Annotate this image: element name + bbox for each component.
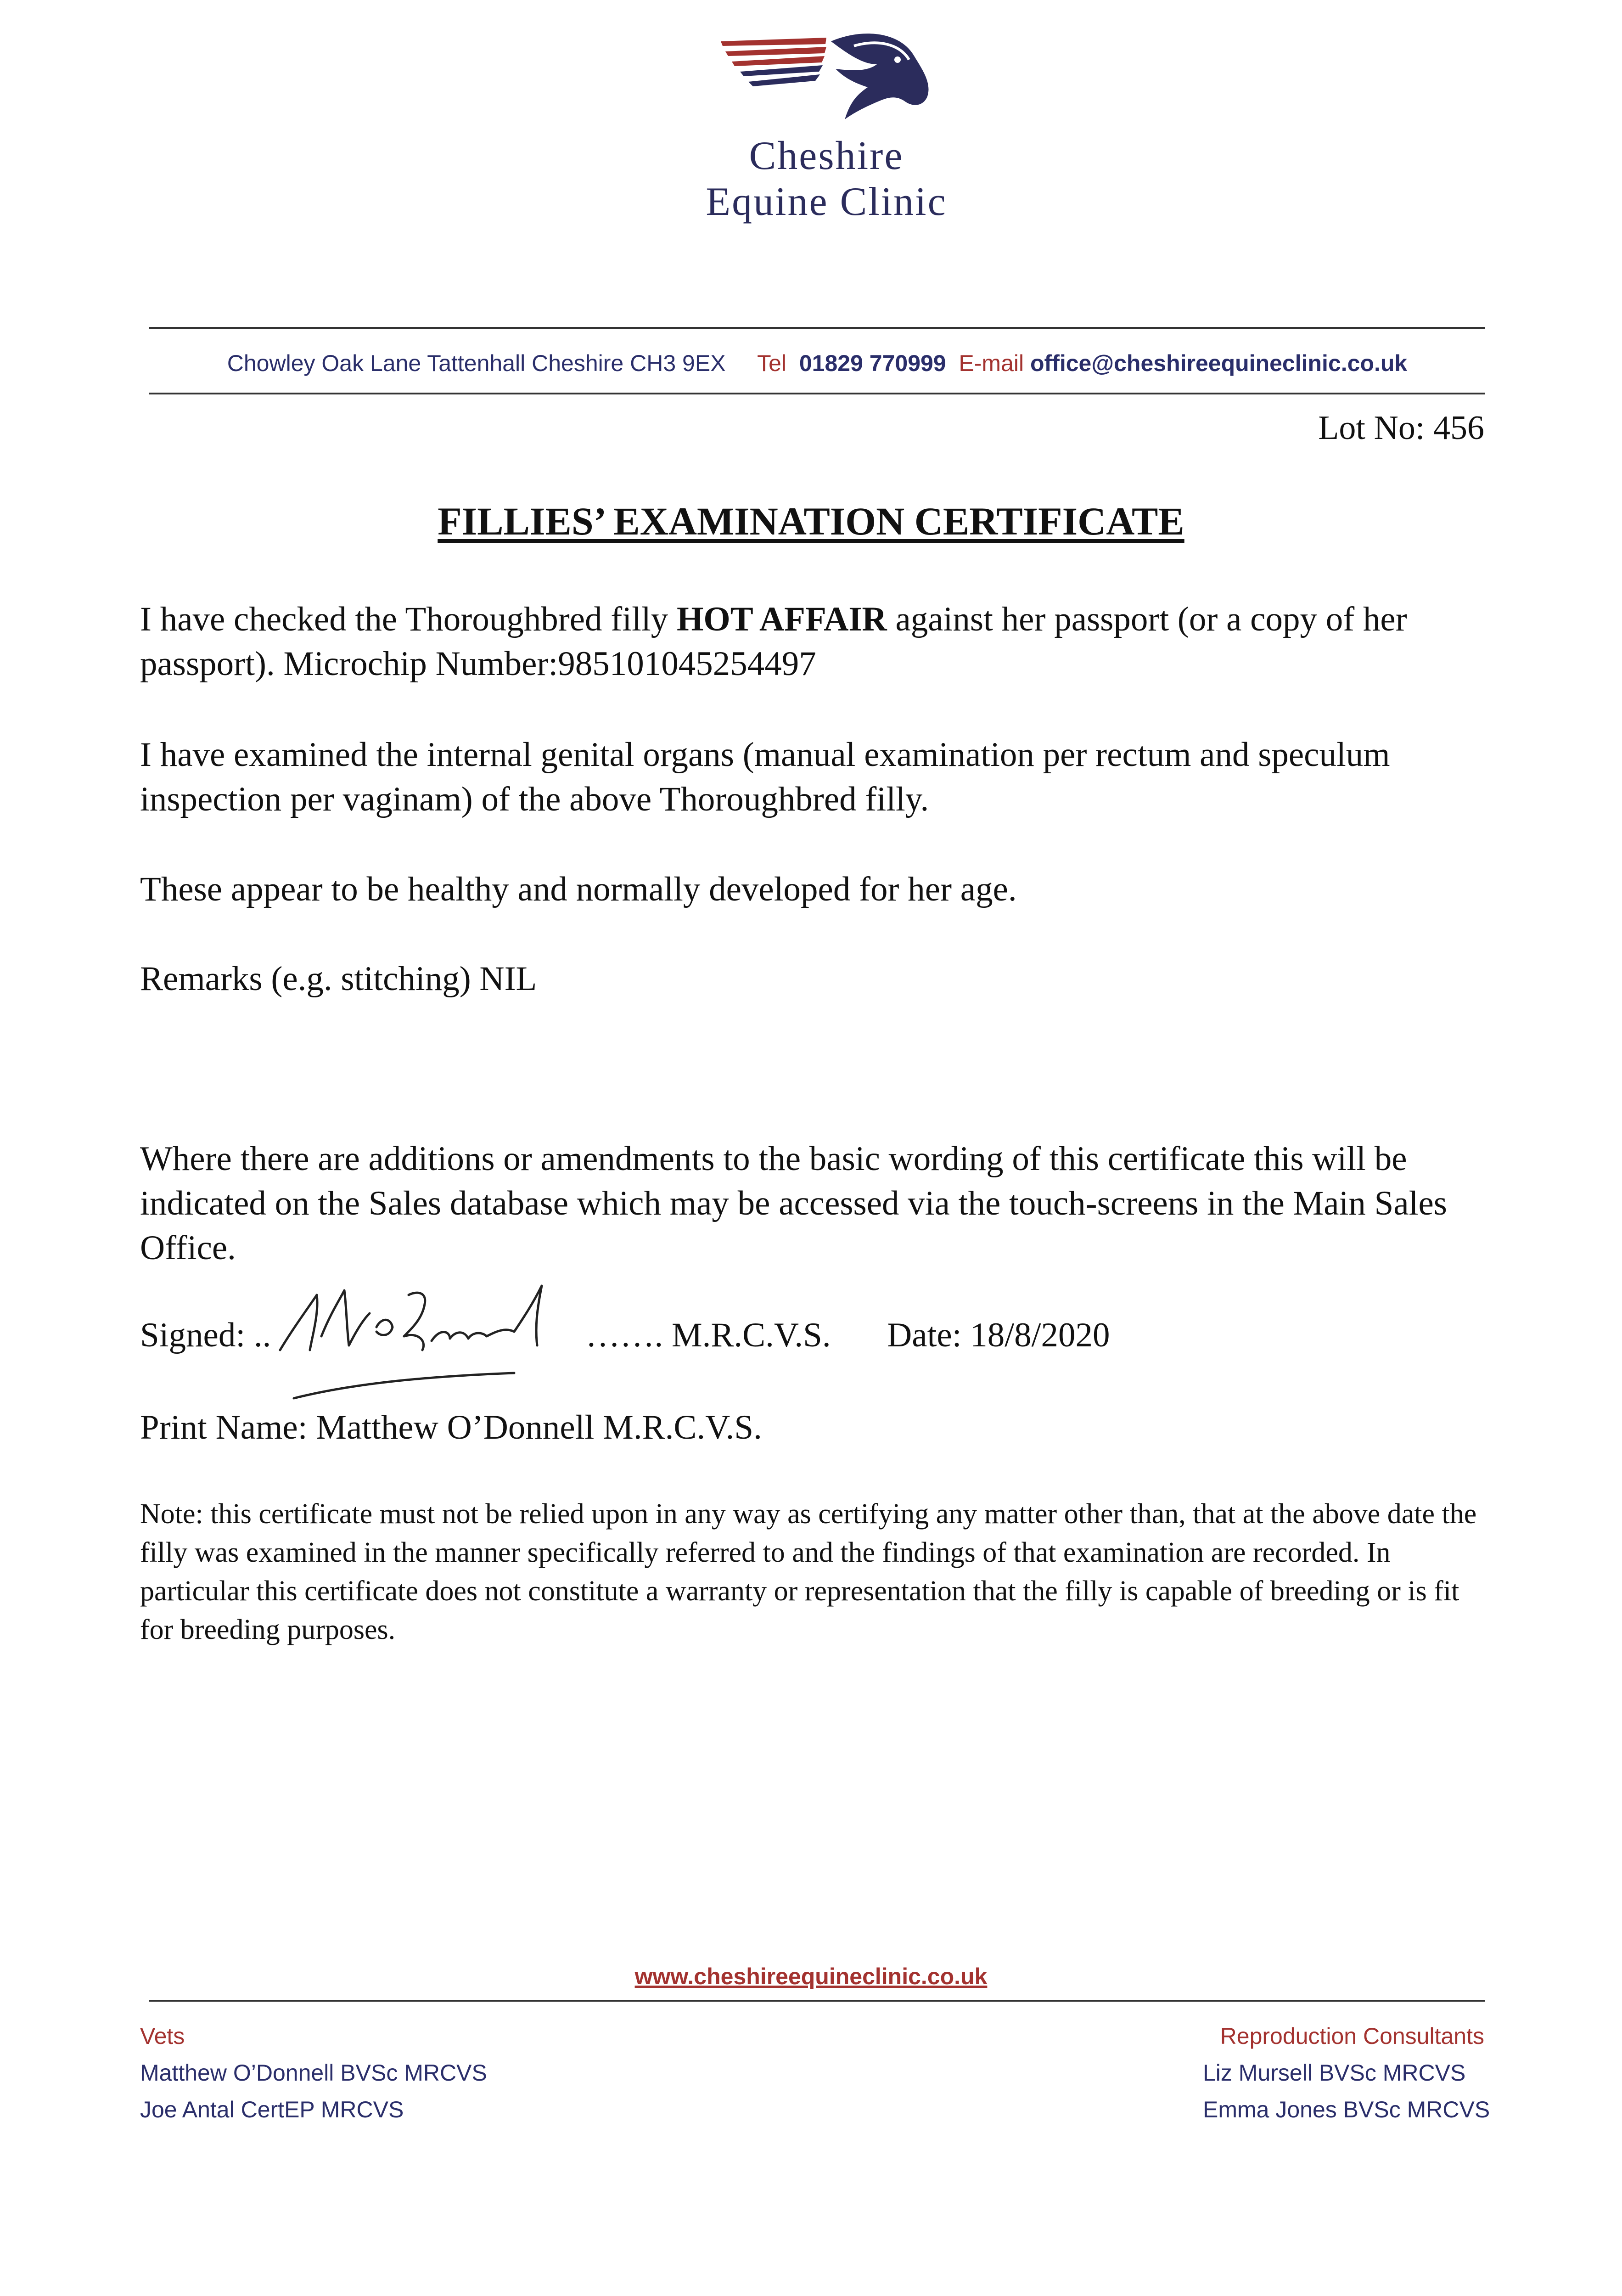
footer-rule (149, 2000, 1485, 2002)
consultant-item: Emma Jones BVSc MRCVS (1203, 2097, 1490, 2122)
email-link[interactable]: office@cheshireequineclinic.co.uk (1030, 350, 1408, 376)
email-label: E-mail (959, 350, 1024, 376)
paragraph-amendments: Where there are additions or amendments to the basic wording of this certificate this will be indicated on the Sales database which may be accessed via the touch-screens in the Main Sales Office. (140, 1140, 1447, 1267)
certificate-title: FILLIES’ EXAMINATION CERTIFICATE (438, 499, 1184, 543)
header-bottom-rule (149, 393, 1485, 394)
certificate-date: Date: 18/8/2020 (887, 1316, 1110, 1354)
paragraph-findings: These appear to be healthy and normally developed for her age. (140, 870, 1017, 908)
lot-number: Lot No: 456 (1318, 409, 1484, 447)
clinic-logo-icon (716, 28, 937, 129)
print-name: Print Name: Matthew O’Donnell M.R.C.V.S. (140, 1408, 762, 1446)
address: Chowley Oak Lane Tattenhall Cheshire CH3 9EX (227, 350, 726, 376)
consultant-item: Liz Mursell BVSc MRCVS (1203, 2060, 1466, 2086)
vet-item: Matthew O’Donnell BVSc MRCVS (140, 2060, 487, 2086)
website-link[interactable]: www.cheshireequineclinic.co.uk (634, 1964, 988, 1989)
header-top-rule (149, 327, 1485, 329)
tel-label: Tel (757, 350, 787, 376)
paragraph-examination: I have examined the internal genital organs (manual examination per rectum and speculum inspection per vaginam) of the above Thoroughbred filly. (140, 736, 1390, 818)
paragraph-remarks: Remarks (e.g. stitching) NIL (140, 960, 537, 998)
contact-line (149, 350, 1485, 377)
paragraph-passport-check: I have checked the Thoroughbred filly HOT AFFAIR against her passport (or a copy of her passport). Microchip Number:985101045254497 (140, 600, 1407, 683)
filly-name: HOT AFFAIR (677, 600, 887, 638)
signed-label: Signed: .. (140, 1316, 271, 1354)
vets-heading: Vets (140, 2023, 185, 2049)
disclaimer-note: Note: this certificate must not be relied upon in any way as certifying any matter other than, that at the above date the filly was examined in the manner specifically referred to and the findings of that examination are recorded. In particular this certificate does not constitute a warranty or representation that the filly is capable of breeding or is fit for breeding purposes. (140, 1498, 1477, 1645)
consultants-heading: Reproduction Consultants (1220, 2023, 1484, 2049)
clinic-name-line2: Equine Clinic (706, 180, 947, 224)
mrcvs-suffix: ……. M.R.C.V.S. (585, 1316, 831, 1354)
handwritten-signature-icon (266, 1258, 615, 1414)
vet-item: Joe Antal CertEP MRCVS (140, 2097, 404, 2122)
clinic-name-line1: Cheshire (749, 134, 904, 178)
telephone-number[interactable]: 01829 770999 (799, 350, 946, 376)
